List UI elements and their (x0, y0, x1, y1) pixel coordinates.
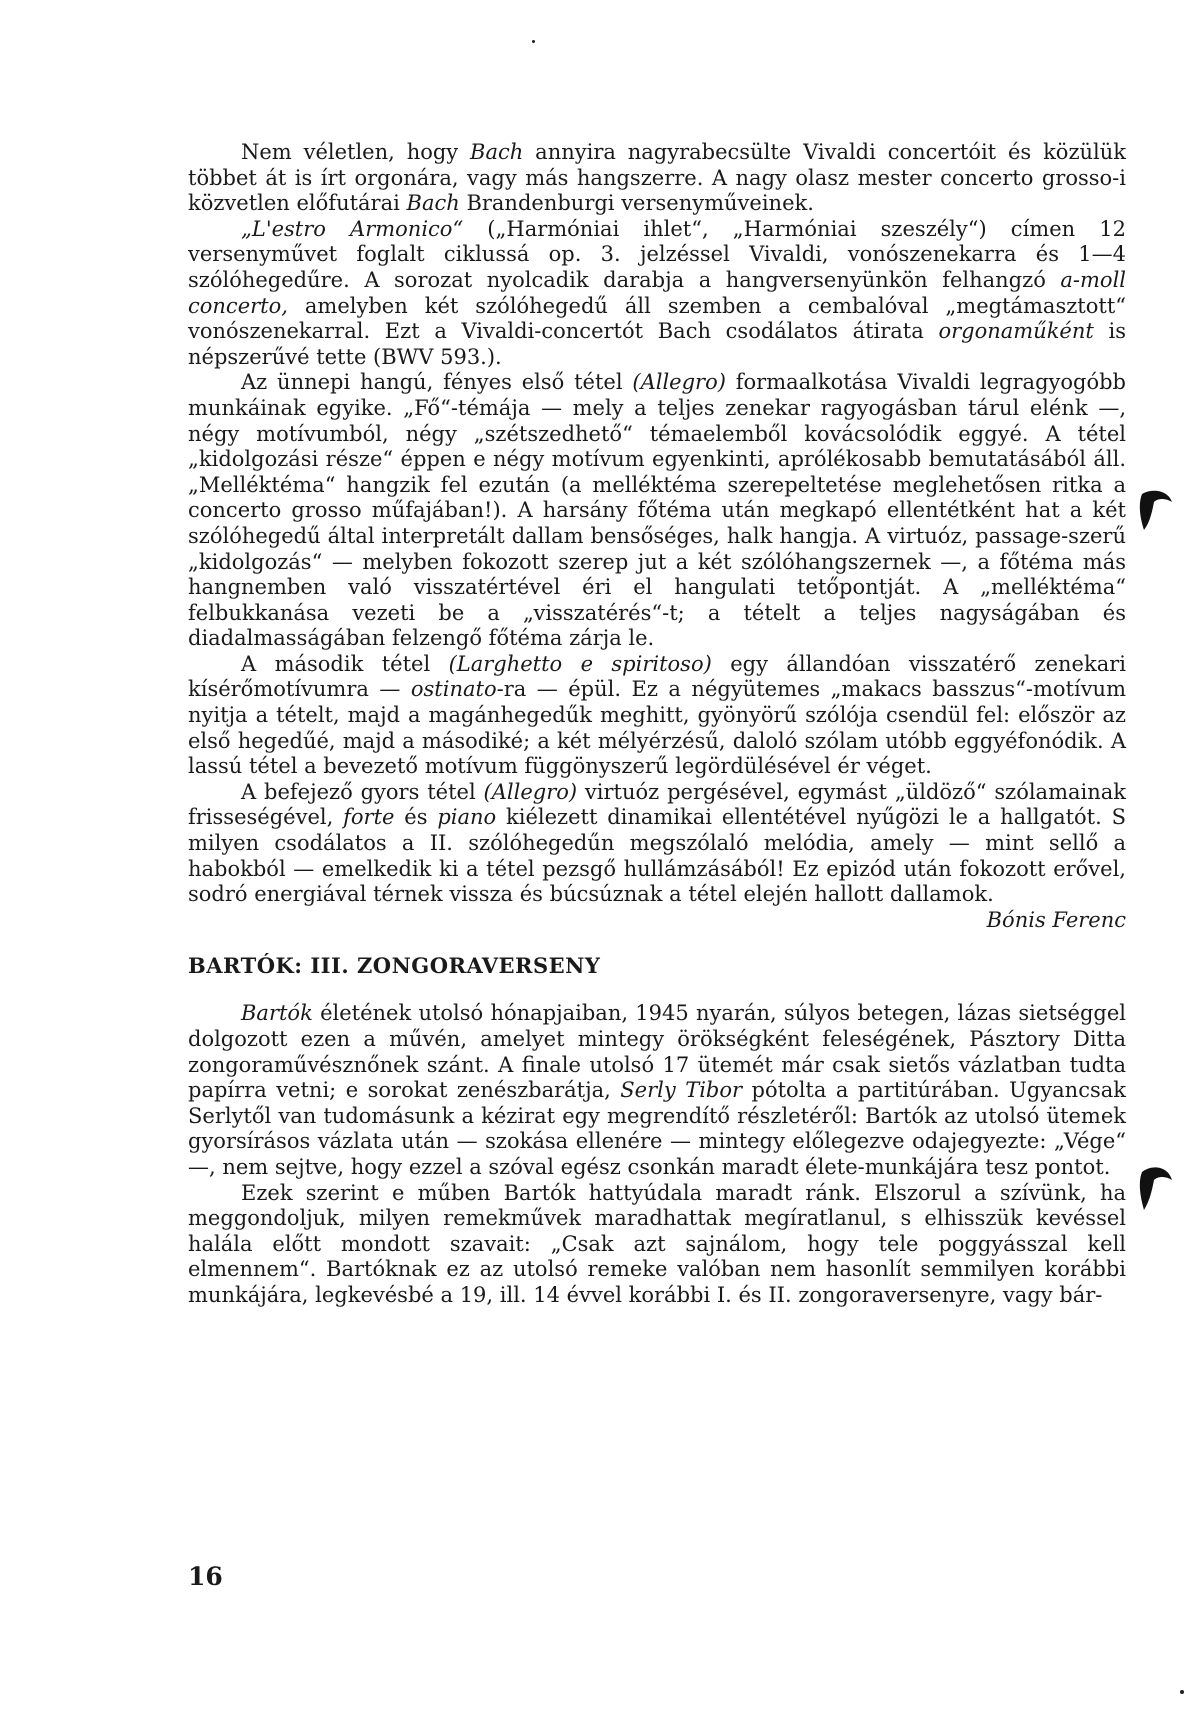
emphasis-text: (Larghetto e spiritoso) (448, 651, 712, 676)
paragraph (188, 140, 1126, 217)
section-heading: BARTÓK: III. ZONGORAVERSENY (188, 953, 601, 979)
emphasis-text: Serly Tibor (620, 1078, 743, 1103)
author-signature: Bónis Ferenc (986, 907, 1126, 932)
binding-mark-icon (1138, 1164, 1174, 1212)
text-run: virtuóz pergésével, egymást „üldöző“ szólamainak frisseségével, (188, 779, 1126, 830)
paragraph (188, 370, 1126, 652)
text-run: életének utolsó hónapjaiban, 1945 nyarán, súlyos betegen, lázas sietséggel dolgozott ezen a művén, amelyet mintegy örökségként feleségének, Pásztory Ditta zongoraművésznőnek szánt. A finale utolsó 17 ütemét már csak sietős vázlatban tudta papírra vetni; e sorokat zenészbarátja, (188, 1001, 1126, 1103)
emphasis-text: (Allegro) (632, 370, 726, 395)
text-run: A második tétel (241, 651, 449, 676)
text-run: Ezek szerint e műben Bartók hattyúdala maradt ránk. Elszorul a szívünk, ha meggondoljuk, milyen remekművek maradhattak megíratlanul, s elhisszük kevéssel halála előtt mondott szavait: „Csak azt sajnálom, hogy tele poggyásszal kell elmennem“. Bartóknak ez az utolsó remeke valóban nem hasonlít semmilyen korábbi munkájára, legkevésbé a 19, ill. 14 évvel korábbi I. és II. zongoraversenyre, vagy bár- (188, 1180, 1126, 1307)
emphasis-text: ostinato (410, 677, 497, 702)
text-run: annyira nagyrabecsülte Vivaldi concertóit és közülük többet át is írt orgonára, vagy más hangszerre. A nagy olasz mester concerto grosso-i közvetlen előfutárai (188, 140, 1126, 216)
text-run: és (394, 805, 438, 830)
text-run: kiélezett dinamikai ellentétével nyűgözi le a hallgatót. S milyen csodálatos a II. szólóhegedűn megszólaló melódia, amely — mint sellő a habokból — emelkedik ki a tétel pezsgő hullámzásából! Ez epizód után fokozott erővel, sodró energiával térnek vissza és búcsúznak a tétel elején hallott dallamok. (188, 805, 1127, 907)
text-run: -ra — épül. Ez a négyütemes „makacs basszus“-motívum nyitja a tételt, majd a magánhegedűk meghitt, gyönyörű szólója csendül fel: először az első hegedűé, majd a másodiké; a két mélyérzésű, daloló szólam utóbb eggyéfonódik. A lassú tétel a bevezető motívum függönyszerű legördülésével ér véget. (188, 677, 1126, 779)
paragraph (188, 1181, 1126, 1309)
paragraph (188, 652, 1126, 780)
text-run: Nem véletlen, hogy (241, 140, 471, 164)
emphasis-text: Bach (406, 191, 460, 216)
text-run: („Harmóniai ihlet“, „Harmóniai szeszély“) címen 12 versenyművet foglalt ciklussá op. 3. jelzéssel Vivaldi, vonószenekarra és 1—4 szólóhegedűre. A sorozat nyolcadik darabja a hangversenyünkön felhangzó (188, 216, 1126, 292)
text-run: formaalkotása Vivaldi legragyogóbb munkáinak egyike. „Fő“-témája — mely a teljes zenekar ragyogásban tárul elénk —, négy motívumból, négy „szétszedhető“ témaelemből kovácsolódik eggyé. A tétel „kidolgozási része“ éppen e négy motívum egyenkinti, aprólékosabb bemutatásából áll. „Melléktéma“ hangzik fel ezután (a melléktéma szerepeltetése meglehetősen ritka a concerto grosso műfajában!). A harsány főtéma után megkapó ellentétként hat a két szólóhegedű által interpretált dallam bensőséges, halk hangja. A virtuóz, passage-szerű „kidolgozás“ — melyben fokozott szerep jut a két szólóhangszernek —, a főtéma más hangnemben való visszatértével éri el hangulati tetőpontját. A „melléktéma“ felbukkanása vezeti be a „visszatérés“-t; a tételt a teljes nagyságában és diadalmasságában felzengő főtéma zárja le. (188, 370, 1126, 651)
binding-mark-icon (1138, 488, 1174, 532)
text-run: Brandenburgi versenyműveinek. (459, 191, 814, 216)
emphasis-text: piano (437, 805, 497, 830)
text-run: is népszerűvé tette (BWV 593.). (188, 319, 1126, 369)
text-run: amelyben két szólóhegedű áll szemben a cembalóval „megtámasztott“ vonószenekarral. Ezt a Vivaldi-concertót Bach csodálatos átirata (188, 293, 1126, 344)
emphasis-text: „L'estro Armonico“ (241, 216, 464, 241)
emphasis-text: forte (343, 805, 395, 830)
emphasis-text: a-moll concerto, (188, 267, 1126, 318)
paragraph (188, 1001, 1126, 1180)
scan-speck (1180, 1690, 1184, 1694)
text-run: A befejező gyors tétel (241, 779, 484, 804)
scan-speck (532, 40, 535, 43)
text-run: egy állandóan visszatérő zenekari kísérőmotívumra — (188, 651, 1126, 702)
emphasis-text: orgonaműként (938, 319, 1094, 344)
text-run: pótolta a partitúrában. Ugyancsak Serlytől van tudomásunk a kézirat egy megrendítő részletéről: Bartók az utolsó ütemek gyorsírásos vázlata után — szokása ellenére — mintegy előlegezve odajegyezte: „Vége“ —, nem sejtve, hogy ezzel a szóval egész csonkán maradt élete-munkájára tesz pontot. (188, 1078, 1126, 1179)
emphasis-text: (Allegro) (483, 779, 578, 804)
paragraph (188, 780, 1126, 908)
text-column (188, 140, 1126, 1309)
page-number: 16 (188, 1562, 223, 1591)
emphasis-text: Bartók (241, 1001, 313, 1026)
emphasis-text: Bach (470, 140, 524, 164)
paragraph (188, 217, 1126, 371)
text-run: Az ünnepi hangú, fényes első tétel (241, 370, 633, 395)
